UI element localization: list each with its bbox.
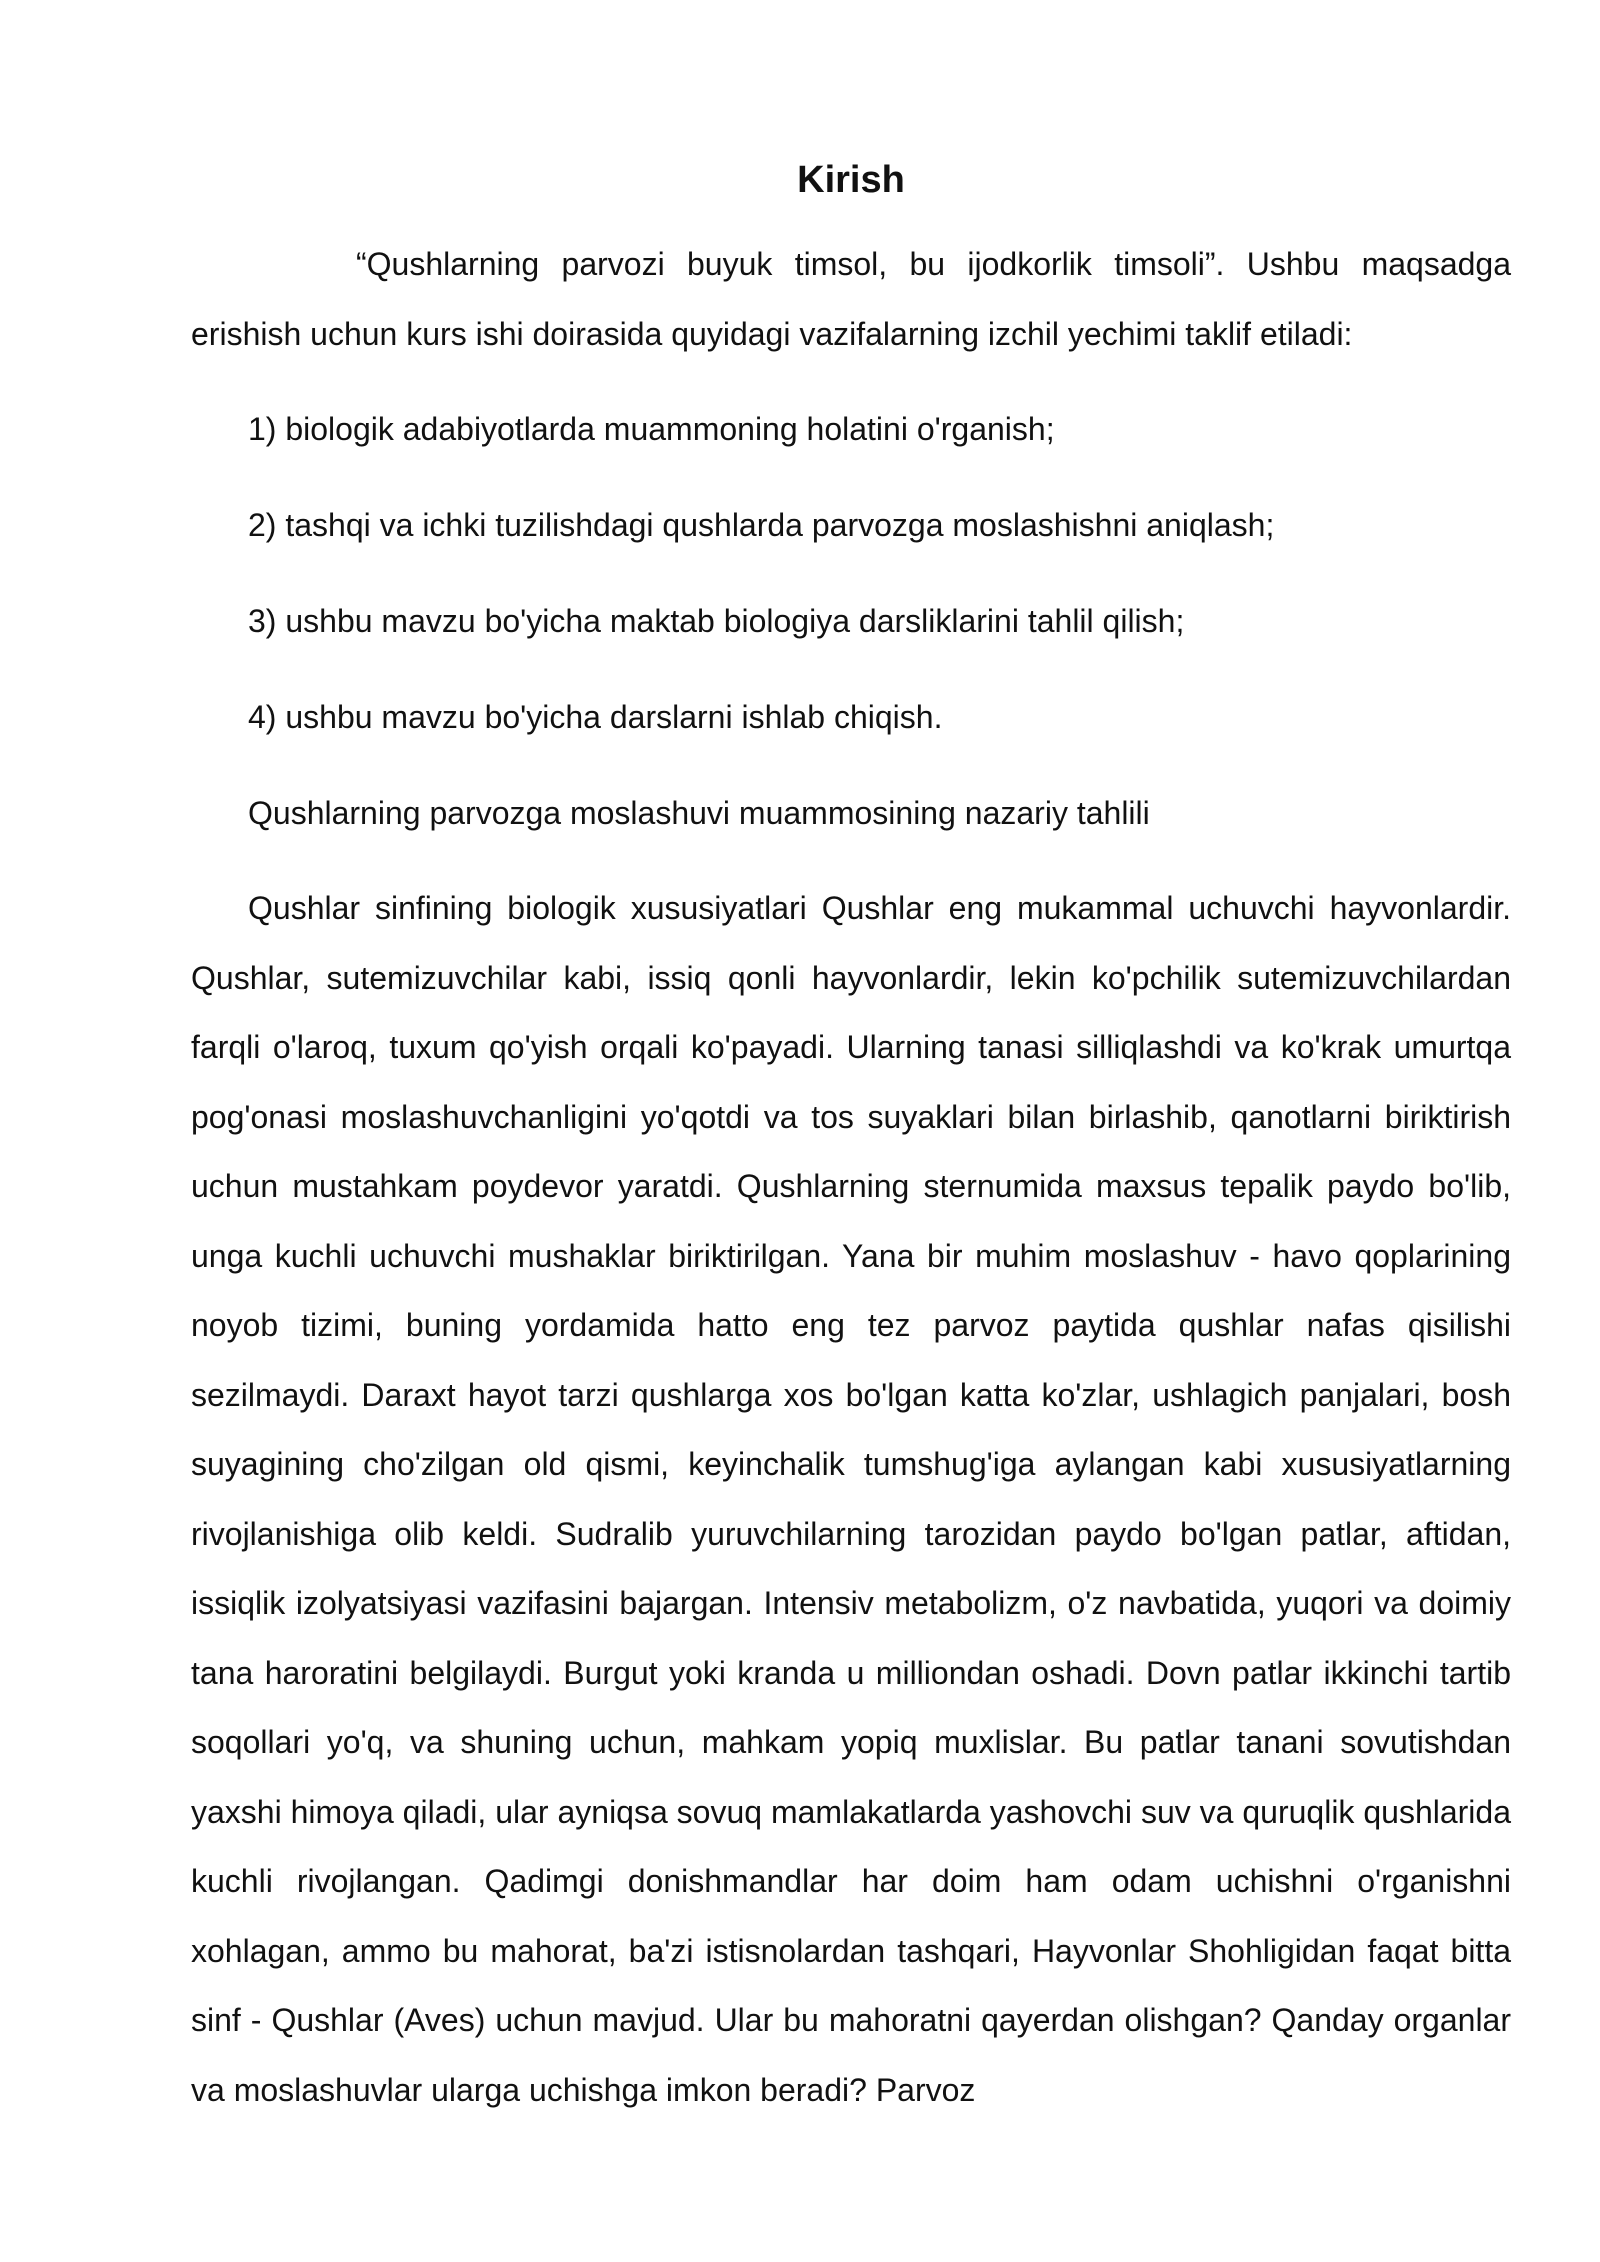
body-paragraph: Qushlar sinfining biologik xususiyatlari Qushlar eng mukammal uchuvchi hayvonlardir. Qushlar, sutemizuvchilar kabi, issiq qonli hayvonlardir, lekin ko'pchilik sutemizuvchilardan farqli o'laroq, tuxum qo'yish orqali ko'payadi. Ularning tanasi silliqlashdi va ko'krak umurtqa pog'onasi moslashuvchanligini yo'qotdi va tos suyaklari bilan birlashib, qanotlarni biriktirish uchun mustahkam poydevor yaratdi. Qushlarning sternumida maxsus tepalik paydo bo'lib, unga kuchli uchuvchi mushaklar biriktirilgan. Yana bir muhim moslashuv - havo qoplarining noyob tizimi, buning yordamida hatto eng tez parvoz paytida qushlar nafas qisilishi sezilmaydi. Daraxt hayot tarzi qushlarga xos bo'lgan katta ko'zlar, ushlagich panjalari, bosh suyagining cho'zilgan old qismi, keyinchalik tumshug'iga aylangan kabi xususiyatlarning rivojlanishiga olib keldi. Sudralib yuruvchilarning tarozidan paydo bo'lgan patlar, aftidan, issiqlik izolyatsiyasi vazifasini bajargan. Intensiv metabolizm, o'z navbatida, yuqori va doimiy tana haroratini belgilaydi. Burgut yoki kranda u milliondan oshadi. Dovn patlar ikkinchi tartib soqollari yo'q, va shuning uchun, mahkam yopiq muxlislar. Bu patlar tanani sovutishdan yaxshi himoya qiladi, ular ayniqsa sovuq mamlakatlarda yashovchi suv va quruqlik qushlarida kuchli rivojlangan. Qadimgi donishmandlar har doim ham odam uchishni o'rganishni xohlagan, ammo bu mahorat, ba'zi istisnolardan tashqari, Hayvonlar Shohligidan faqat bitta sinf - Qushlar (Aves) uchun mavjud. Ular bu mahoratni qayerdan olishgan? Qanday organlar va moslashuvlar ularga uchishga imkon beradi? Parvoz (191, 890, 1511, 2108)
task-item-1: 1) biologik adabiyotlarda muammoning holatini o'rganish; (248, 411, 1055, 447)
intro-paragraph: “Qushlarning parvozi buyuk timsol, bu ijodkorlik timsoli”. Ushbu maqsadga erishish uchun kurs ishi doirasida quyidagi vazifalarning izchil yechimi taklif etiladi: (191, 246, 1511, 352)
section-heading: Qushlarning parvozga moslashuvi muammosining nazariy tahlili (248, 795, 1150, 831)
task-item-3: 3) ushbu mavzu bo'yicha maktab biologiya darsliklarini tahlil qilish; (248, 603, 1185, 639)
document-content (191, 150, 1511, 2125)
task-item-4: 4) ushbu mavzu bo'yicha darslarni ishlab chiqish. (248, 699, 943, 735)
task-item-2: 2) tashqi va ichki tuzilishdagi qushlarda parvozga moslashishni aniqlash; (248, 507, 1275, 543)
page-title: Kirish (797, 159, 905, 201)
